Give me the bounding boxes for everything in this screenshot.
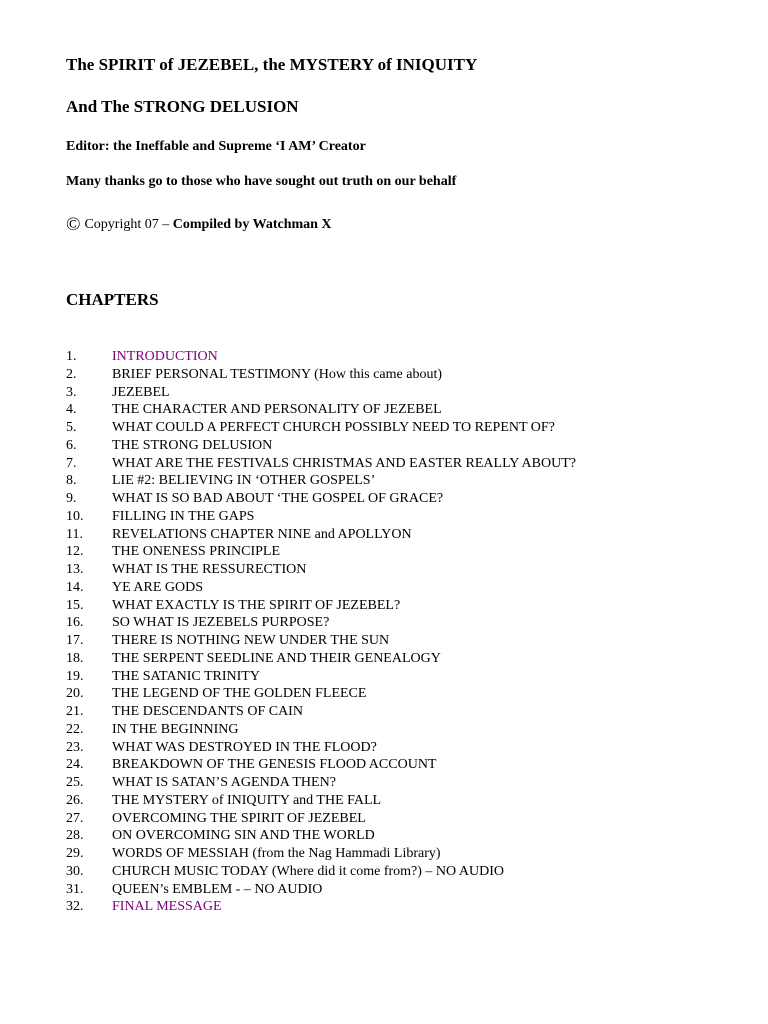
chapter-item bbox=[66, 401, 726, 419]
chapter-number: 24. bbox=[66, 757, 84, 773]
chapter-item bbox=[66, 668, 726, 686]
chapter-list bbox=[66, 348, 726, 916]
chapters-heading: CHAPTERS bbox=[66, 290, 159, 309]
chapter-number: 9. bbox=[66, 491, 77, 506]
chapter-title: WHAT ARE THE FESTIVALS CHRISTMAS AND EASTER REALLY ABOUT? bbox=[112, 455, 576, 471]
chapter-title: THE CHARACTER AND PERSONALITY OF JEZEBEL bbox=[112, 402, 442, 418]
chapter-number: 6. bbox=[66, 437, 77, 453]
chapter-item bbox=[66, 739, 726, 757]
chapter-number: 20. bbox=[66, 686, 84, 702]
chapter-number: 29. bbox=[66, 846, 84, 861]
chapter-title: REVELATIONS CHAPTER NINE and APOLLYON bbox=[112, 526, 412, 542]
chapter-title: THERE IS NOTHING NEW UNDER THE SUN bbox=[112, 633, 390, 648]
chapter-title: THE STRONG DELUSION bbox=[112, 437, 273, 453]
chapter-item bbox=[66, 419, 726, 437]
chapter-number: 30. bbox=[66, 863, 84, 879]
chapter-number: 21. bbox=[66, 704, 84, 719]
chapter-number: 17. bbox=[66, 633, 84, 648]
chapter-title: WHAT EXACTLY IS THE SPIRIT OF JEZEBEL? bbox=[112, 597, 401, 613]
chapter-title: ON OVERCOMING SIN AND THE WORLD bbox=[112, 828, 375, 844]
chapter-link[interactable]: FINAL MESSAGE bbox=[112, 899, 222, 915]
chapter-number: 19. bbox=[66, 668, 84, 684]
chapter-title: LIE #2: BELIEVING IN ‘OTHER GOSPELS’ bbox=[112, 473, 376, 489]
chapter-number: 25. bbox=[66, 775, 84, 790]
chapter-item bbox=[66, 810, 726, 828]
chapter-item bbox=[66, 614, 726, 632]
chapter-item bbox=[66, 827, 726, 845]
chapter-number: 11. bbox=[66, 526, 83, 542]
chapter-number: 7. bbox=[66, 455, 77, 471]
chapter-title: QUEEN’s EMBLEM - – NO AUDIO bbox=[112, 881, 323, 897]
chapter-number: 2. bbox=[66, 366, 77, 382]
chapter-item bbox=[66, 632, 726, 650]
chapter-title: YE ARE GODS bbox=[112, 579, 204, 595]
chapter-number: 1. bbox=[66, 349, 77, 364]
chapter-item bbox=[66, 597, 726, 615]
chapter-item bbox=[66, 455, 726, 473]
chapter-item[interactable] bbox=[66, 898, 726, 916]
document-subtitle: And The STRONG DELUSION bbox=[66, 97, 299, 116]
chapter-item bbox=[66, 863, 726, 881]
chapter-title: THE SATANIC TRINITY bbox=[112, 668, 260, 684]
chapter-title: OVERCOMING THE SPIRIT OF JEZEBEL bbox=[112, 810, 366, 826]
chapter-item bbox=[66, 774, 726, 792]
chapter-number: 15. bbox=[66, 597, 84, 613]
chapter-title: WORDS OF MESSIAH (from the Nag Hammadi Library) bbox=[112, 846, 441, 861]
chapter-item bbox=[66, 685, 726, 703]
chapter-title: SO WHAT IS JEZEBELS PURPOSE? bbox=[112, 615, 330, 631]
chapter-item bbox=[66, 703, 726, 721]
chapter-number: 32. bbox=[66, 899, 84, 915]
chapter-item bbox=[66, 508, 726, 526]
document-title: The SPIRIT of JEZEBEL, the MYSTERY of INIQUITY bbox=[66, 55, 478, 74]
chapter-number: 5. bbox=[66, 420, 77, 435]
chapter-item bbox=[66, 543, 726, 561]
chapter-number: 10. bbox=[66, 508, 84, 524]
chapter-number: 14. bbox=[66, 579, 84, 595]
chapter-item bbox=[66, 472, 726, 490]
chapter-title: BRIEF PERSONAL TESTIMONY (How this came about) bbox=[112, 366, 443, 382]
chapter-link[interactable]: INTRODUCTION bbox=[112, 349, 218, 364]
copyright-text: Copyright 07 – bbox=[84, 217, 170, 232]
chapter-item bbox=[66, 384, 726, 402]
chapter-number: 8. bbox=[66, 473, 77, 489]
chapter-number: 31. bbox=[66, 881, 84, 897]
chapter-item[interactable] bbox=[66, 348, 726, 366]
chapter-number: 22. bbox=[66, 721, 84, 737]
chapter-number: 3. bbox=[66, 384, 77, 400]
chapter-title: THE LEGEND OF THE GOLDEN FLEECE bbox=[112, 686, 367, 702]
chapter-item bbox=[66, 526, 726, 544]
chapter-title: WHAT WAS DESTROYED IN THE FLOOD? bbox=[112, 739, 377, 755]
chapter-item bbox=[66, 881, 726, 899]
chapter-number: 4. bbox=[66, 402, 77, 418]
chapter-number: 28. bbox=[66, 828, 84, 844]
chapter-item bbox=[66, 756, 726, 774]
chapter-title: CHURCH MUSIC TODAY (Where did it come from?) – NO AUDIO bbox=[112, 863, 504, 879]
chapter-number: 16. bbox=[66, 615, 84, 631]
chapter-number: 18. bbox=[66, 650, 84, 666]
chapter-title: IN THE BEGINNING bbox=[112, 721, 239, 737]
chapter-title: FILLING IN THE GAPS bbox=[112, 508, 255, 524]
chapter-title: JEZEBEL bbox=[112, 384, 170, 400]
chapter-title: WHAT IS SATAN’S AGENDA THEN? bbox=[112, 775, 336, 790]
copyright-icon: © bbox=[66, 214, 81, 235]
chapter-title: WHAT IS THE RESSURECTION bbox=[112, 562, 307, 577]
chapter-item bbox=[66, 490, 726, 508]
copyright-line bbox=[66, 212, 332, 234]
chapter-number: 27. bbox=[66, 810, 84, 826]
chapter-item bbox=[66, 721, 726, 739]
chapter-title: WHAT IS SO BAD ABOUT ‘THE GOSPEL OF GRACE? bbox=[112, 491, 444, 506]
chapter-title: BREAKDOWN OF THE GENESIS FLOOD ACCOUNT bbox=[112, 757, 437, 773]
chapter-item bbox=[66, 650, 726, 668]
editor-line: Editor: the Ineffable and Supreme ‘I AM’ Creator bbox=[66, 139, 366, 154]
chapter-item bbox=[66, 561, 726, 579]
chapter-title: THE SERPENT SEEDLINE AND THEIR GENEALOGY bbox=[112, 650, 441, 666]
chapter-number: 12. bbox=[66, 544, 84, 560]
compiled-by: Compiled by Watchman X bbox=[172, 217, 332, 232]
chapter-title: THE MYSTERY of INIQUITY and THE FALL bbox=[112, 792, 382, 808]
chapter-item bbox=[66, 366, 726, 384]
chapter-title: THE ONENESS PRINCIPLE bbox=[112, 544, 281, 560]
chapter-item bbox=[66, 437, 726, 455]
chapter-number: 26. bbox=[66, 792, 84, 808]
chapter-number: 23. bbox=[66, 739, 84, 755]
thanks-line: Many thanks go to those who have sought out truth on our behalf bbox=[66, 174, 457, 189]
chapter-item bbox=[66, 579, 726, 597]
chapter-title: WHAT COULD A PERFECT CHURCH POSSIBLY NEED TO REPENT OF? bbox=[112, 420, 555, 435]
chapter-item bbox=[66, 845, 726, 863]
chapter-title: THE DESCENDANTS OF CAIN bbox=[112, 704, 303, 719]
chapter-number: 13. bbox=[66, 562, 84, 577]
chapter-item bbox=[66, 792, 726, 810]
